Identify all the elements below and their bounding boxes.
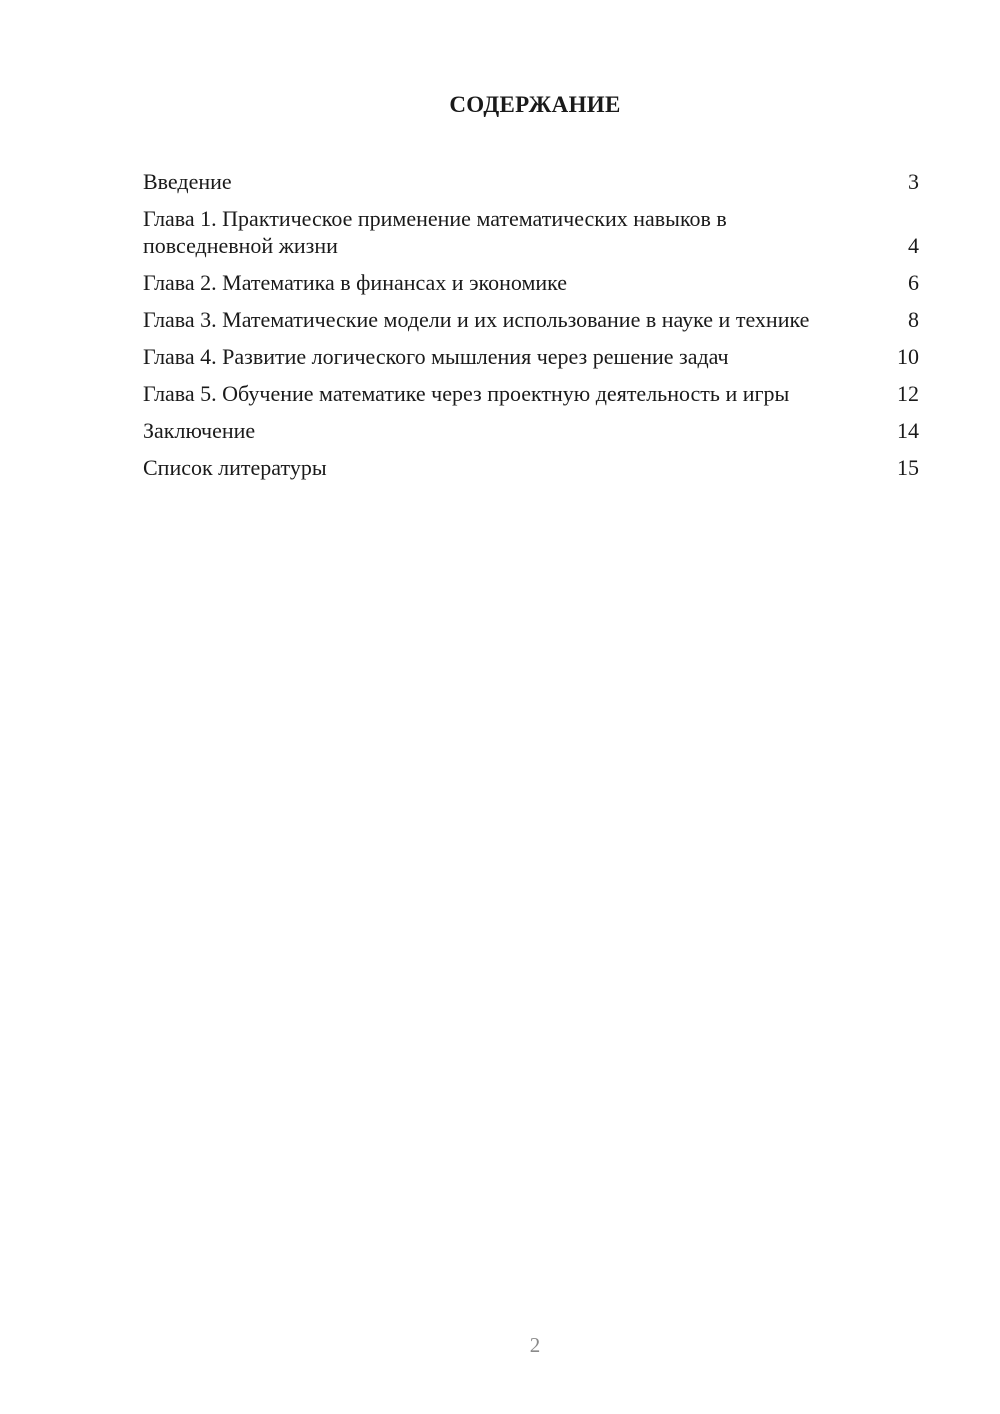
toc-entry-title: Глава 1. Практическое применение математических навыков в повседневной жизни <box>143 206 727 258</box>
toc-entry-page: 8 <box>908 307 919 332</box>
toc-entry-title: Список литературы <box>143 455 327 480</box>
toc-entry-page: 10 <box>897 344 919 369</box>
toc-entry-chapter-1 <box>143 205 919 259</box>
toc-entry-chapter-3 <box>143 306 919 333</box>
toc-entry-title: Заключение <box>143 418 256 443</box>
toc-entry-introduction <box>143 168 919 195</box>
toc-entry-page: 12 <box>897 381 919 406</box>
toc-entry-title: Глава 4. Развитие логического мышления через решение задач <box>143 344 729 369</box>
toc-entry-chapter-4 <box>143 343 919 370</box>
toc-entry-title: Глава 3. Математические модели и их использование в науке и технике <box>143 307 810 332</box>
toc-entry-title: Глава 2. Математика в финансах и экономике <box>143 270 568 295</box>
page-number: 2 <box>529 1333 541 1357</box>
toc-entry-page: 6 <box>908 270 919 295</box>
toc-entry-conclusion <box>143 417 919 444</box>
toc-entry-page: 15 <box>897 455 919 480</box>
table-of-contents <box>143 168 919 491</box>
toc-entry-chapter-5 <box>143 380 919 407</box>
toc-entry-title: Глава 5. Обучение математике через проектную деятельность и игры <box>143 381 790 406</box>
toc-entry-chapter-2 <box>143 269 919 296</box>
toc-heading: СОДЕРЖАНИЕ <box>449 92 621 117</box>
toc-entry-title: Введение <box>143 169 232 194</box>
toc-entry-references <box>143 454 919 481</box>
toc-entry-page: 3 <box>908 169 919 194</box>
toc-entry-page: 4 <box>908 233 919 258</box>
toc-entry-page: 14 <box>897 418 919 443</box>
